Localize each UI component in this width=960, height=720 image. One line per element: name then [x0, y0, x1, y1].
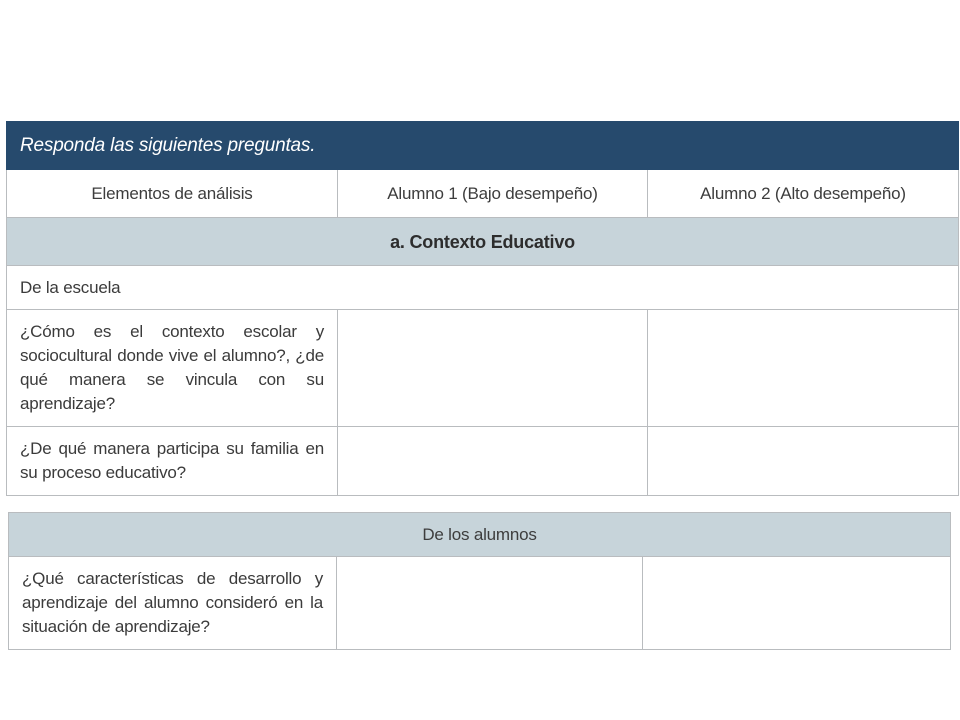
question-text: ¿Cómo es el contexto escolar y sociocultural donde vive el alumno?, ¿de qué manera se vincula con su aprendizaje?	[7, 310, 338, 427]
table-row	[7, 427, 959, 496]
students-section-row	[9, 513, 951, 557]
analysis-table	[6, 121, 959, 496]
question-text: ¿Qué características de desarrollo y aprendizaje del alumno consideró en la situación de aprendizaje?	[9, 557, 337, 650]
subsection-title: De la escuela	[7, 266, 959, 310]
answer-cell-alumno-2[interactable]	[648, 427, 959, 496]
answer-cell-alumno-1[interactable]	[337, 557, 643, 650]
instruction-row	[7, 122, 959, 170]
students-table	[8, 512, 951, 650]
column-header-alumno-1: Alumno 1 (Bajo desempeño)	[338, 170, 648, 218]
column-header-elementos: Elementos de análisis	[7, 170, 338, 218]
table-row	[7, 310, 959, 427]
students-section-title: De los alumnos	[9, 513, 951, 557]
answer-cell-alumno-1[interactable]	[338, 310, 648, 427]
question-text: ¿De qué manera participa su familia en su proceso educativo?	[7, 427, 338, 496]
column-header-alumno-2: Alumno 2 (Alto desempeño)	[648, 170, 959, 218]
subsection-row	[7, 266, 959, 310]
instruction-text: Responda las siguientes preguntas.	[7, 122, 959, 170]
answer-cell-alumno-2[interactable]	[648, 310, 959, 427]
column-header-row	[7, 170, 959, 218]
table-row	[9, 557, 951, 650]
section-title-row	[7, 218, 959, 266]
answer-cell-alumno-2[interactable]	[643, 557, 951, 650]
section-title: a. Contexto Educativo	[7, 218, 959, 266]
answer-cell-alumno-1[interactable]	[338, 427, 648, 496]
